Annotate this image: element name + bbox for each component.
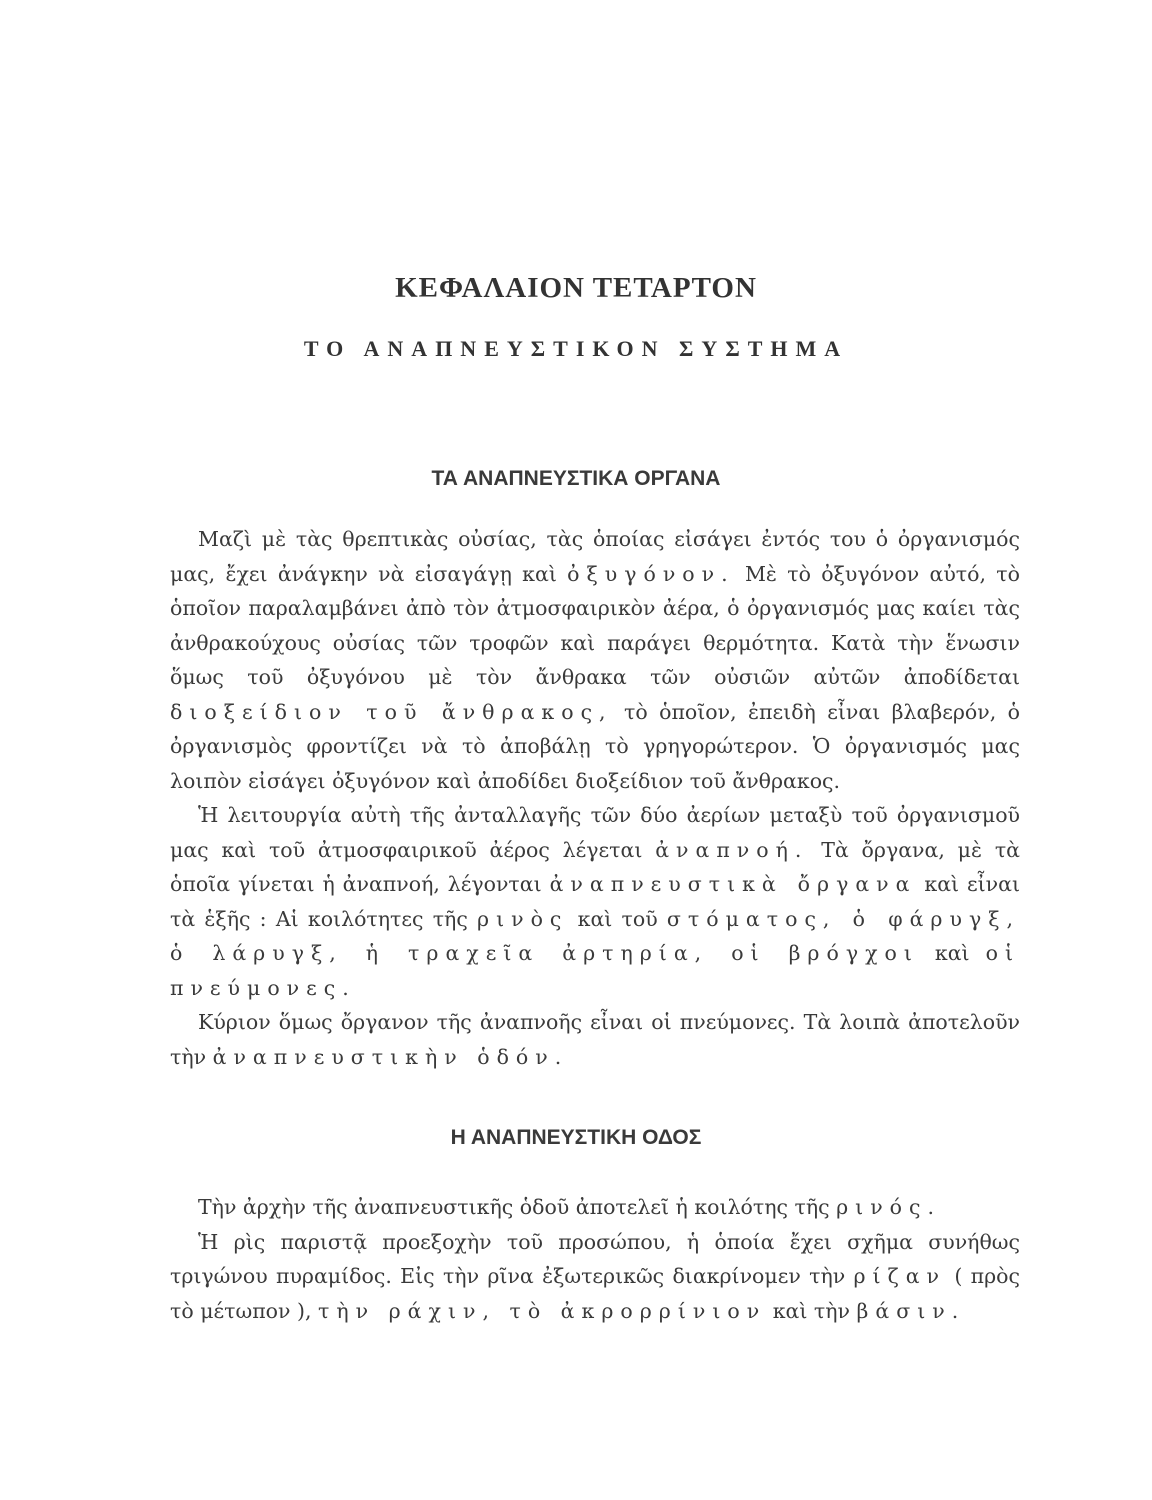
paragraph-text: Κύριον ὅμως ὄργανον τῆς ἀναπνοῆς εἶναι οἱ πνεύμονες. Τὰ λοιπὰ ἀποτελοῦν τὴν xyxy=(170,1010,1020,1069)
section-heading-respiratory-organs: ΤΑ ΑΝΑΠΝΕΥΣΤΙΚΑ ΟΡΓΑΝΑ xyxy=(431,467,721,490)
paragraph xyxy=(170,1225,1020,1329)
section-heading-respiratory-tract: Η ΑΝΑΠΝΕΥΣΤΙΚΗ ΟΔΟΣ xyxy=(450,1126,702,1149)
paragraph xyxy=(170,798,1020,1005)
spaced-term: ἀναπνοή. xyxy=(655,837,809,862)
spaced-term: ὀξυγόνον. xyxy=(567,561,735,586)
paragraph-text: καὶ εἶναι τὰ ἑξῆς : Αἱ κοιλότητες τῆς xyxy=(170,872,1020,931)
paragraph-text: Μαζὶ μὲ τὰς θρεπτικὰς οὐσίας, τὰς ὁποίας εἰσάγει ἐντός του ὁ ὀργανισμός μας, ἔχει ἀνάγκην νὰ εἰσαγάγῃ καὶ xyxy=(170,527,1020,586)
section-body-respiratory-organs xyxy=(170,522,1020,1074)
spaced-term: ἀναπνευστικὴν ὁδόν. xyxy=(212,1044,569,1069)
paragraph xyxy=(170,522,1020,798)
spaced-term: βάσιν. xyxy=(856,1298,966,1323)
section-body-respiratory-tract xyxy=(170,1190,1020,1328)
spaced-term: τὴν ράχιν, τὸ ἀκρορρίνιον xyxy=(318,1298,767,1323)
paragraph xyxy=(170,1005,1020,1074)
paragraph-text: Τὰ ὄργανα, μὲ τὰ ὁποῖα γίνεται ἡ ἀναπνοή, λέγονται xyxy=(170,837,1020,896)
chapter-title: ΚΕΦΑΛΑΙΟΝ ΤΕΤΑΡΤΟΝ xyxy=(395,272,757,304)
paragraph-text: Μὲ τὸ ὀξυγόνον αὐτό, τὸ ὁποῖον παραλαμβάνει ἀπὸ τὸν ἀτμοσφαιρικὸν ἀέρα, ὁ ὀργανισμός μας καίει τὰς ἀνθρακούχους οὐσίας τῶν τροφῶν καὶ παράγει θερμότητα. Κατὰ τὴν ἕνωσιν ὅμως τοῦ ὀξυγόνου μὲ τὸν ἄνθρακα τῶν οὐσιῶν αὐτῶν ἀποδίδεται xyxy=(170,561,1020,689)
paragraph-text: καὶ xyxy=(918,941,986,965)
spaced-term: ρινὸς xyxy=(477,906,569,931)
paragraph xyxy=(170,1190,1020,1225)
spaced-term: διοξείδιον τοῦ ἄνθρακος, xyxy=(170,699,613,724)
paragraph-text: Τὴν ἀρχὴν τῆς ἀναπνευστικῆς ὁδοῦ ἀποτελεῖ ἡ κοιλότης τῆς xyxy=(198,1195,837,1219)
paragraph-text: καὶ τοῦ xyxy=(568,906,667,931)
spaced-term: ρίζαν xyxy=(853,1264,947,1288)
paragraph-text: καὶ τὴν xyxy=(766,1298,857,1323)
paragraph-text: τὸ ὁποῖον, ἐπειδὴ εἶναι βλαβερόν, ὁ ὀργανισμὸς φροντίζει νὰ τὸ ἀποβάλῃ τὸ γρηγορώτερον. Ὁ ὀργανισμός μας λοιπὸν εἰσάγει ὀξυγόνον καὶ ἀποδίδει διοξείδιον τοῦ ἄνθρακος. xyxy=(170,699,1020,793)
paragraph-text: ( πρὸς τὸ μέτωπον ), xyxy=(170,1264,1020,1323)
spaced-term: ἀναπνευστικὰ ὄργανα xyxy=(549,872,917,896)
paragraph-text: Ἡ λειτουργία αὐτὴ τῆς ἀνταλλαγῆς τῶν δύο ἀερίων μεταξὺ τοῦ ὀργανισμοῦ μας καὶ τοῦ ἀτμοσφαιρικοῦ ἀέρος λέγεται xyxy=(170,803,1020,862)
spaced-term: στόματος, ὁ φάρυγξ, ὁ λάρυγξ, ἡ τραχεῖα ἀρτηρία, οἱ βρόγχοι xyxy=(170,906,1021,965)
spaced-term: ρινός. xyxy=(836,1195,942,1219)
chapter-subtitle: ΤΟ ΑΝΑΠΝΕΥΣΤΙΚΟΝ ΣΥΣΤΗΜΑ xyxy=(303,336,849,361)
spaced-term: οἱ πνεύμονες. xyxy=(170,941,1020,1000)
paragraph-text: Ἡ ρὶς παριστᾷ προεξοχὴν τοῦ προσώπου, ἡ ὁποία ἔχει σχῆμα συνήθως τριγώνου πυραμίδος. Εἰς τὴν ρῖνα ἐξωτερικῶς διακρίνομεν τὴν xyxy=(170,1229,1020,1288)
